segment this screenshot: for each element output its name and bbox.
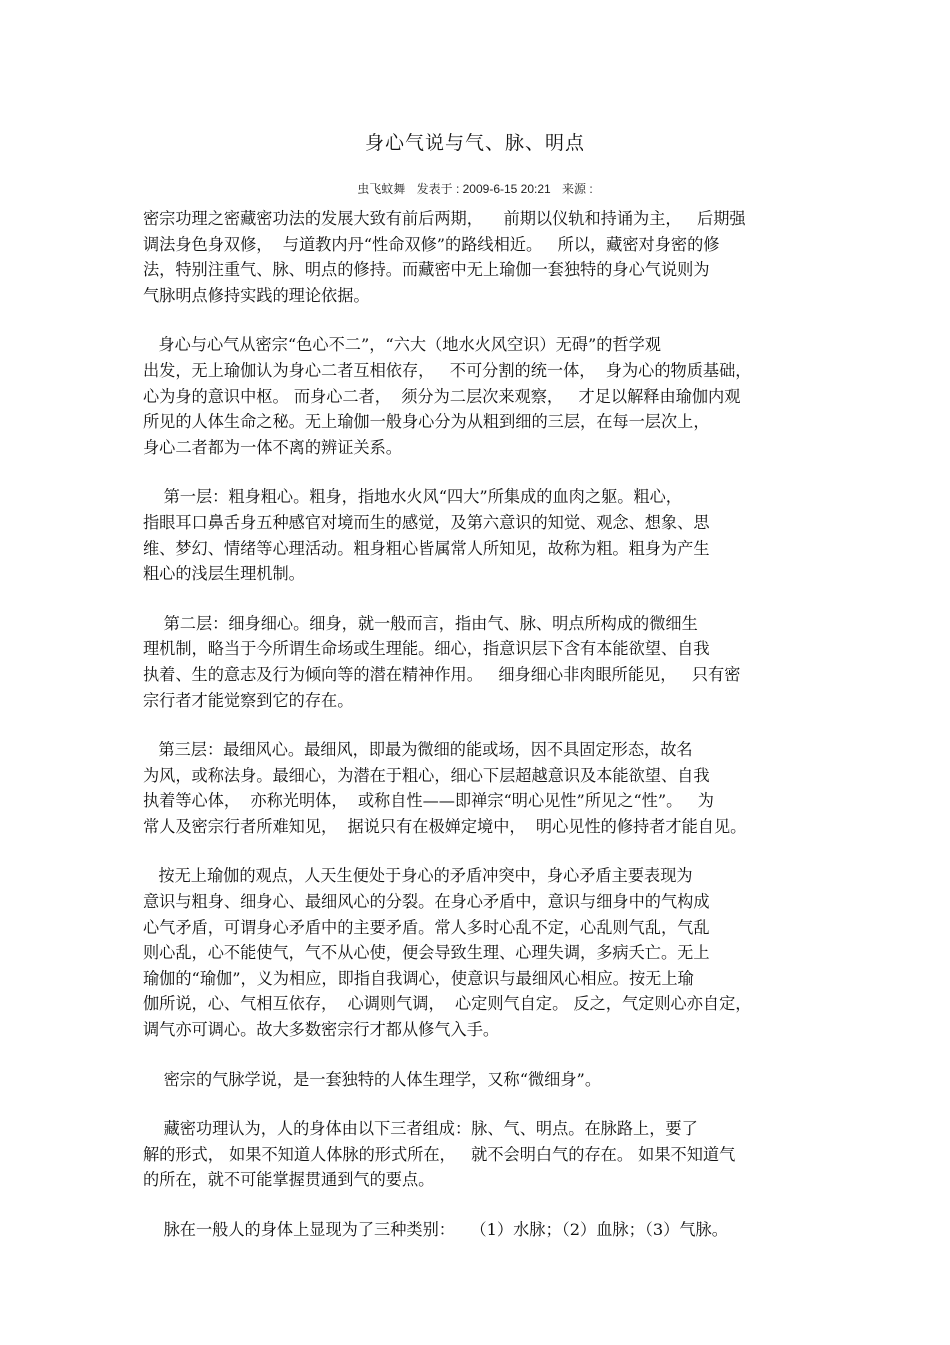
- text-line: 维、梦幻、情绪等心理活动。粗身粗心皆属常人所知见，故称为粗。粗身为产生: [143, 538, 710, 558]
- paragraph: [143, 1217, 813, 1243]
- paragraph: [143, 1067, 813, 1093]
- page-title: 身心气说与气、脉、明点: [364, 132, 585, 154]
- text-line: 调法身色身双修， 与道教内丹“性命双修”的路线相近。 所以，藏密对身密的修: [143, 234, 720, 254]
- text-line: 第三层：最细风心。最细风，即最为微细的能或场，因不具固定形态，故名: [143, 740, 693, 760]
- text-line: 密宗的气脉学说，是一套独特的人体生理学，又称“微细身”。: [143, 1069, 602, 1089]
- author-name[interactable]: 虫飞蚊舞: [357, 182, 406, 196]
- text-line: 瑜伽的“瑜伽”，义为相应，即指自我调心，使意识与最细风心相应。按无上瑜: [143, 968, 694, 988]
- text-line: 指眼耳口鼻舌身五种感官对境而生的感觉，及第六意识的知觉、观念、想象、思: [143, 512, 710, 532]
- text-line: 执着、生的意志及行为倾向等的潜在精神作用。 细身细心非肉眼所能见， 只有密: [143, 664, 741, 684]
- text-line: 第二层：细身细心。细身，就一般而言，指由气、脉、明点所构成的微细生: [143, 613, 698, 633]
- text-line: 常人及密宗行者所难知见， 据说只有在极婵定境中， 明心见性的修持者才能自见。: [143, 816, 747, 836]
- text-line: 解的形式， 如果不知道人体脉的形式所在， 就不会明白气的存在。 如果不知道气: [143, 1144, 736, 1164]
- text-line: 伽所说，心、气相互依存， 心调则气调， 心定则气自定。 反之，气定则心亦自定，: [143, 994, 752, 1014]
- paragraph: [143, 332, 813, 460]
- paragraph: [143, 611, 813, 713]
- article-body: [143, 206, 813, 1267]
- text-line: 法，特别注重气、脉、明点的修持。而藏密中无上瑜伽一套独特的身心气说则为: [143, 260, 710, 280]
- text-line: 粗心的浅层生理机制。: [143, 564, 305, 584]
- text-line: 理机制，略当于今所谓生命场或生理能。细心，指意识层下含有本能欲望、自我: [143, 639, 710, 659]
- text-line: 宗行者才能觉察到它的存在。: [143, 690, 354, 710]
- text-line: 密宗功理之密藏密功法的发展大致有前后两期， 前期以仪轨和持诵为主， 后期强: [143, 209, 746, 228]
- paragraph: [143, 206, 813, 308]
- source-label: 来源 :: [562, 182, 593, 196]
- text-line: 所见的人体生命之秘。无上瑜伽一般身心分为从粗到细的三层，在每一层次上，: [143, 412, 710, 432]
- text-line: 气脉明点修持实践的理论依据。: [143, 285, 370, 305]
- text-line: 出发，无上瑜伽认为身心二者互相依存， 不可分割的统一体， 身为心的物质基础，: [143, 360, 752, 380]
- text-line: 则心乱，心不能使气，气不从心使，便会导致生理、心理失调，多病夭亡。无上: [143, 943, 710, 963]
- text-line: 执着等心体， 亦称光明体， 或称自性——即禅宗“明心见性”所见之“性”。 为: [143, 791, 714, 811]
- paragraph: [143, 737, 813, 839]
- posted-date: 发表于 : 2009-6-15 20:21: [416, 182, 551, 196]
- text-line: 意识与粗身、细身心、最细风心的分裂。在身心矛盾中，意识与细身中的气构成: [143, 892, 710, 912]
- byline: [0, 180, 950, 197]
- text-line: 藏密功理认为，人的身体由以下三者组成：脉、气、明点。在脉路上，要了: [143, 1119, 698, 1139]
- text-line: 脉在一般人的身体上显现为了三种类别： （1）水脉；（2）血脉；（3）气脉。: [143, 1220, 728, 1239]
- text-line: 身心二者都为一体不离的辨证关系。: [143, 437, 402, 457]
- text-line: 为风，或称法身。最细心，为潜在于粗心，细心下层超越意识及本能欲望、自我: [143, 765, 710, 785]
- paragraph: [143, 484, 813, 586]
- paragraph: [143, 863, 813, 1042]
- text-line: 按无上瑜伽的观点，人天生便处于身心的矛盾冲突中，身心矛盾主要表现为: [143, 866, 693, 886]
- text-line: 第一层：粗身粗心。粗身，指地水火风“四大”所集成的血肉之躯。粗心，: [143, 487, 682, 507]
- text-line: 调气亦可调心。故大多数密宗行才都从修气入手。: [143, 1020, 500, 1040]
- text-line: 的所在，就不可能掌握贯通到气的要点。: [143, 1170, 435, 1190]
- text-line: 身心与心气从密宗“色心不二”，“六大（地水火风空识）无碍”的哲学观: [143, 335, 661, 355]
- paragraph: [143, 1116, 813, 1193]
- text-line: 心气矛盾，可谓身心矛盾中的主要矛盾。常人多时心乱不定，心乱则气乱，气乱: [143, 917, 710, 937]
- text-line: 心为身的意识中枢。 而身心二者， 须分为二层次来观察， 才足以解释由瑜伽内观: [143, 386, 741, 406]
